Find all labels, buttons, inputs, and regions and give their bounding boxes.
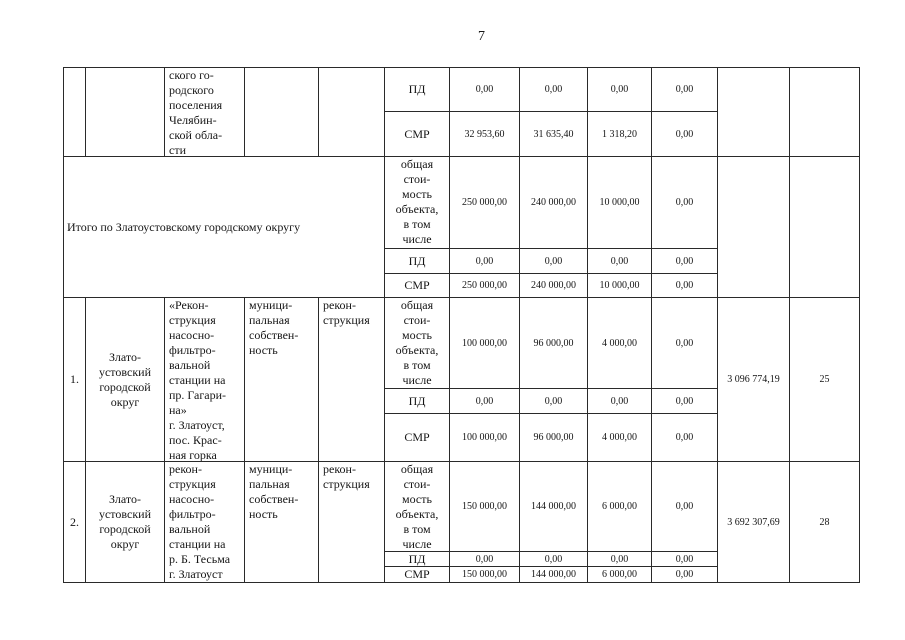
smr-value: 4 000,00 <box>588 414 652 462</box>
smr-label: СМР <box>385 274 450 298</box>
general-cost-value: 150 000,00 <box>450 462 520 552</box>
pd-label: ПД <box>385 389 450 414</box>
general-cost-value: 0,00 <box>652 298 718 389</box>
smr-value: 0,00 <box>652 112 718 157</box>
smr-value: 10 000,00 <box>588 274 652 298</box>
pd-value: 0,00 <box>520 552 588 567</box>
pd-value: 0,00 <box>520 249 588 274</box>
empty-cell <box>718 157 790 298</box>
general-cost-value: 4 000,00 <box>588 298 652 389</box>
general-cost-value: 0,00 <box>652 157 718 249</box>
municipality-cell: Злато- устовский городской округ <box>86 298 165 462</box>
ownership-cell: муници- пальная собствен- ность <box>245 298 319 462</box>
smr-value: 144 000,00 <box>520 567 588 583</box>
general-cost-value: 240 000,00 <box>520 157 588 249</box>
pd-label: ПД <box>385 68 450 112</box>
ownership-cell: муници- пальная собствен- ность <box>245 462 319 583</box>
general-cost-value: 144 000,00 <box>520 462 588 552</box>
smr-value: 0,00 <box>652 274 718 298</box>
empty-cell <box>790 157 860 298</box>
object-name-cell: рекон- струкция насосно- фильтро- вальной станции на р. Б. Тесьма г. Златоуст <box>165 462 245 583</box>
pd-label: ПД <box>385 552 450 567</box>
financing-table <box>63 67 860 583</box>
general-cost-label: общая стои- мость объекта, в том числе <box>385 298 450 389</box>
work-type-cell: рекон- струкция <box>319 298 385 462</box>
smr-value: 100 000,00 <box>450 414 520 462</box>
smr-label: СМР <box>385 414 450 462</box>
general-cost-value: 10 000,00 <box>588 157 652 249</box>
smr-value: 1 318,20 <box>588 112 652 157</box>
work-type-cell: рекон- струкция <box>319 462 385 583</box>
pd-value: 0,00 <box>652 389 718 414</box>
share-cell: 25 <box>790 298 860 462</box>
pd-value: 0,00 <box>520 68 588 112</box>
row-number: 1. <box>64 298 86 462</box>
general-cost-value: 0,00 <box>652 462 718 552</box>
general-cost-value: 6 000,00 <box>588 462 652 552</box>
empty-cell <box>86 68 165 157</box>
smr-value: 240 000,00 <box>520 274 588 298</box>
empty-cell <box>245 68 319 157</box>
pd-value: 0,00 <box>450 552 520 567</box>
pd-value: 0,00 <box>588 68 652 112</box>
empty-cell <box>790 68 860 157</box>
empty-cell <box>718 68 790 157</box>
empty-cell <box>64 68 86 157</box>
object-name-cell: «Рекон- струкция насосно- фильтро- вальной станции на пр. Гагари- на» г. Златоуст, пос. Крас- ная горка <box>165 298 245 462</box>
pd-label: ПД <box>385 249 450 274</box>
smr-value: 32 953,60 <box>450 112 520 157</box>
pd-value: 0,00 <box>588 552 652 567</box>
smr-value: 150 000,00 <box>450 567 520 583</box>
smr-value: 96 000,00 <box>520 414 588 462</box>
cost-limit-cell: 3 692 307,69 <box>718 462 790 583</box>
general-cost-value: 96 000,00 <box>520 298 588 389</box>
smr-value: 31 635,40 <box>520 112 588 157</box>
pd-value: 0,00 <box>652 249 718 274</box>
row-number: 2. <box>64 462 86 583</box>
pd-value: 0,00 <box>588 249 652 274</box>
cost-limit-cell: 3 096 774,19 <box>718 298 790 462</box>
municipality-cell: Злато- устовский городской округ <box>86 462 165 583</box>
smr-label: СМР <box>385 112 450 157</box>
pd-value: 0,00 <box>450 389 520 414</box>
empty-cell <box>319 68 385 157</box>
pd-value: 0,00 <box>450 249 520 274</box>
smr-value: 0,00 <box>652 414 718 462</box>
share-cell: 28 <box>790 462 860 583</box>
page-number: 7 <box>478 29 485 44</box>
pd-value: 0,00 <box>520 389 588 414</box>
total-label: Итого по Златоустовскому городскому округу <box>64 157 385 298</box>
general-cost-label: общая стои- мость объекта, в том числе <box>385 462 450 552</box>
smr-value: 0,00 <box>652 567 718 583</box>
pd-value: 0,00 <box>652 68 718 112</box>
general-cost-value: 250 000,00 <box>450 157 520 249</box>
smr-label: СМР <box>385 567 450 583</box>
smr-value: 250 000,00 <box>450 274 520 298</box>
general-cost-value: 100 000,00 <box>450 298 520 389</box>
smr-value: 6 000,00 <box>588 567 652 583</box>
pd-value: 0,00 <box>588 389 652 414</box>
object-name-cell: ского го- родского поселения Челябин- ской обла- сти <box>165 68 245 157</box>
pd-value: 0,00 <box>652 552 718 567</box>
pd-value: 0,00 <box>450 68 520 112</box>
general-cost-label: общая стои- мость объекта, в том числе <box>385 157 450 249</box>
